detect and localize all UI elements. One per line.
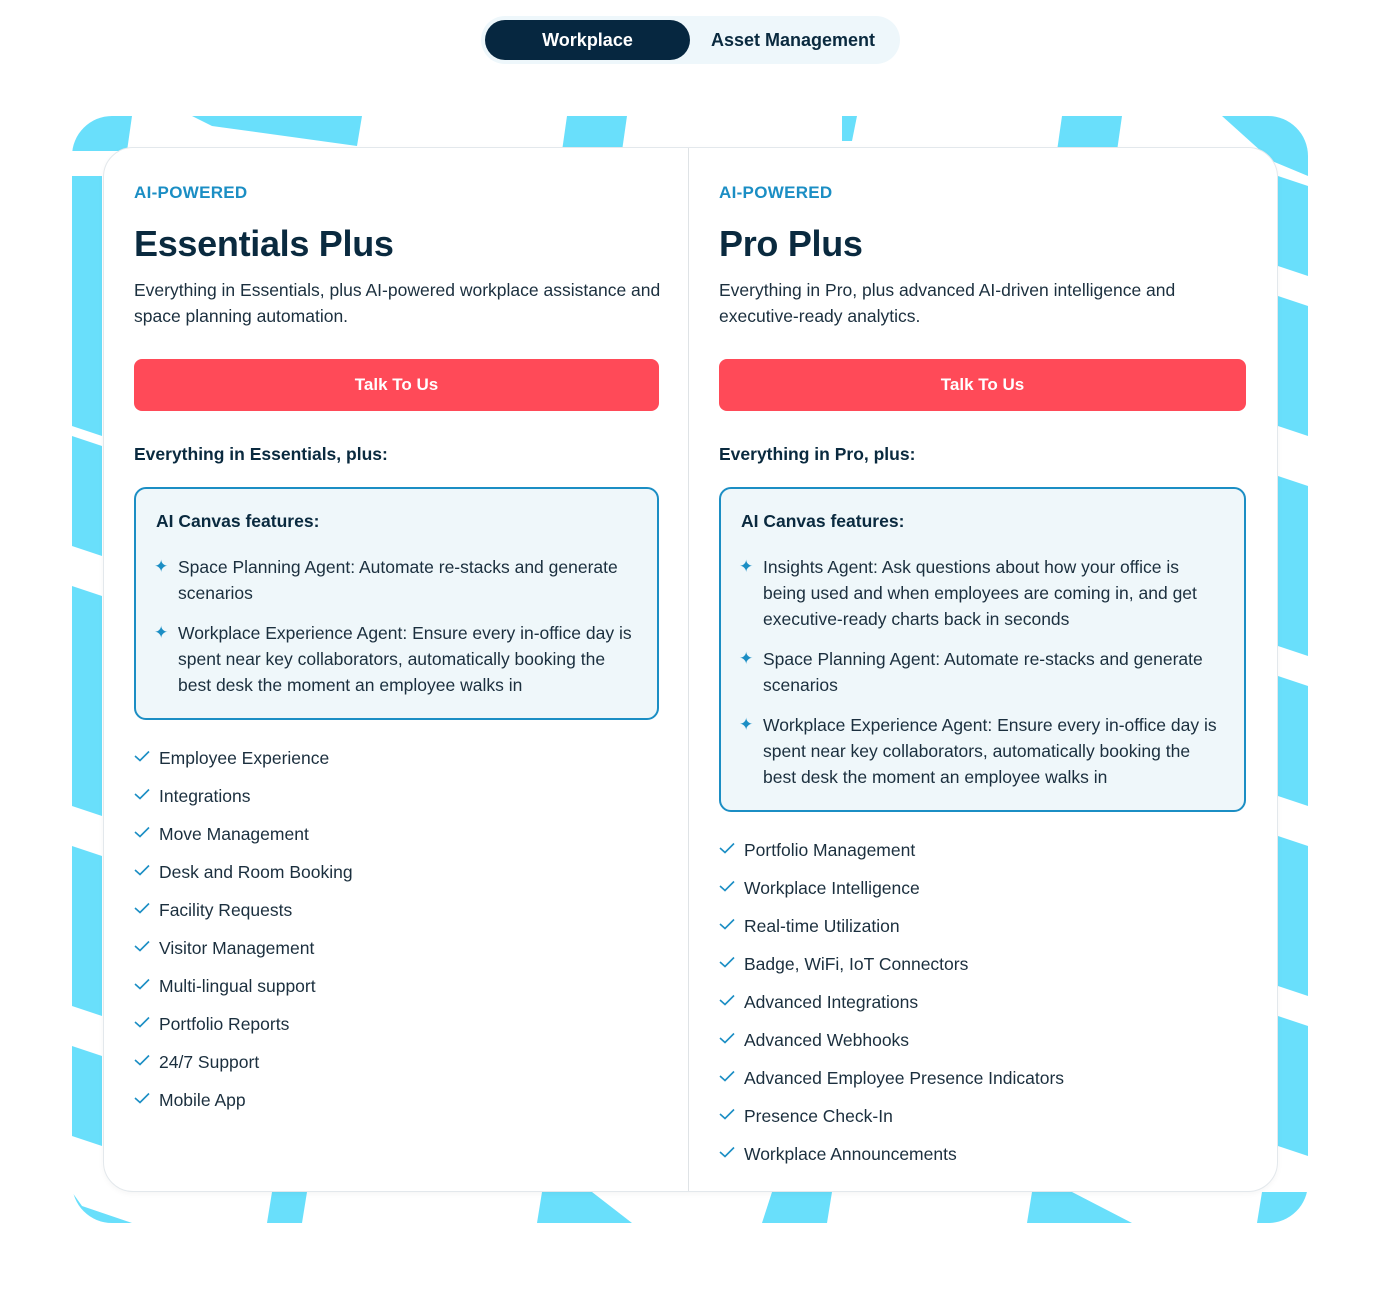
check-icon [134,1091,159,1109]
feature-text: Advanced Integrations [744,991,919,1012]
feature-item [719,945,1064,983]
feature-text: Employee Experience [159,747,330,768]
check-icon [719,1107,744,1125]
feature-text: Integrations [159,785,251,806]
feature-text: Presence Check-In [744,1105,893,1126]
feature-item [134,815,353,853]
feature-text: Portfolio Management [744,839,916,860]
feature-item [134,891,353,929]
feature-item [134,739,353,777]
feature-text: Move Management [159,823,309,844]
feature-item [719,869,1064,907]
feature-text: Mobile App [159,1089,246,1110]
ai-canvas-features-box [719,487,1246,812]
pricing-card [103,147,1278,1192]
feature-item [719,1021,1064,1059]
check-icon [134,1015,159,1033]
feature-text: 24/7 Support [159,1051,260,1072]
check-icon [134,977,159,995]
toggle-workplace[interactable]: Workplace [485,20,690,60]
toggle-asset-management[interactable]: Asset Management [710,29,876,50]
feature-text: Multi-lingual support [159,975,316,996]
ai-feature-text: Space Planning Agent: Automate re-stacks and generate scenarios [178,557,618,603]
feature-text: Workplace Intelligence [744,877,920,898]
feature-item [134,1005,353,1043]
plan-title: Pro Plus [719,223,863,264]
feature-item [134,967,353,1005]
feature-text: Workplace Announcements [744,1143,957,1164]
feature-item [719,831,1064,869]
feature-item [134,853,353,891]
plan-title: Essentials Plus [134,223,394,264]
ai-feature-text: Workplace Experience Agent: Ensure every in-office day is spent near key collaborators, automatically booking the best desk the moment an employee walks in [763,715,1217,787]
ai-feature-text: Space Planning Agent: Automate re-stacks and generate scenarios [763,649,1203,695]
talk-to-us-button[interactable]: Talk To Us [134,359,659,411]
sparkle-icon: ✦ [739,649,754,668]
feature-item [719,1097,1064,1135]
check-icon [134,749,159,767]
sparkle-icon: ✦ [154,623,169,642]
feature-item [719,1135,1064,1173]
ai-feature-text: Insights Agent: Ask questions about how your office is being used and when employees are coming in, and get executive-ready charts back in seconds [763,557,1197,629]
ai-feature-item [741,554,1224,632]
feature-item [134,1081,353,1119]
plan-description: Everything in Pro, plus advanced AI-driven intelligence and executive-ready analytics. [719,280,1176,326]
ai-feature-item [156,554,637,606]
feature-text: Advanced Webhooks [744,1029,910,1050]
ai-feature-item [156,620,637,698]
plan-tag: AI-POWERED [134,183,248,202]
feature-item [134,929,353,967]
sparkle-icon: ✦ [739,557,754,576]
feature-item [719,907,1064,945]
sparkle-icon: ✦ [154,557,169,576]
ai-feature-text: Workplace Experience Agent: Ensure every in-office day is spent near key collaborators, automatically booking the best desk the moment an employee walks in [178,623,632,695]
plan-tag: AI-POWERED [719,183,833,202]
feature-text: Portfolio Reports [159,1013,290,1034]
check-icon [134,825,159,843]
check-icon [134,901,159,919]
talk-to-us-button[interactable]: Talk To Us [719,359,1246,411]
check-icon [719,917,744,935]
ai-canvas-features-box [134,487,659,720]
feature-text: Facility Requests [159,899,293,920]
check-icon [134,1053,159,1071]
ai-feature-item [741,646,1224,698]
ai-canvas-title: AI Canvas features: [156,511,320,531]
feature-text: Real-time Utilization [744,915,900,936]
ai-canvas-title: AI Canvas features: [741,511,905,531]
check-icon [134,863,159,881]
check-icon [719,1031,744,1049]
check-icon [134,939,159,957]
plan-description: Everything in Essentials, plus AI-powered workplace assistance and space planning automation. [134,280,661,326]
check-icon [719,1069,744,1087]
feature-item [719,1059,1064,1097]
plan-pro-plus [689,148,1277,1191]
feature-list [719,831,1064,1173]
feature-item [134,1043,353,1081]
plan-plus-heading: Everything in Essentials, plus: [134,444,388,464]
plan-plus-heading: Everything in Pro, plus: [719,444,916,464]
ai-feature-item [741,712,1224,790]
check-icon [719,1145,744,1163]
check-icon [719,993,744,1011]
feature-text: Visitor Management [159,937,315,958]
feature-text: Desk and Room Booking [159,861,353,882]
product-toggle [481,16,900,64]
feature-text: Advanced Employee Presence Indicators [744,1067,1065,1088]
feature-item [134,777,353,815]
feature-item [719,983,1064,1021]
check-icon [719,841,744,859]
sparkle-icon: ✦ [739,715,754,734]
feature-list [134,739,353,1119]
check-icon [719,955,744,973]
plan-essentials-plus [104,148,689,1191]
check-icon [134,787,159,805]
check-icon [719,879,744,897]
feature-text: Badge, WiFi, IoT Connectors [744,953,969,974]
